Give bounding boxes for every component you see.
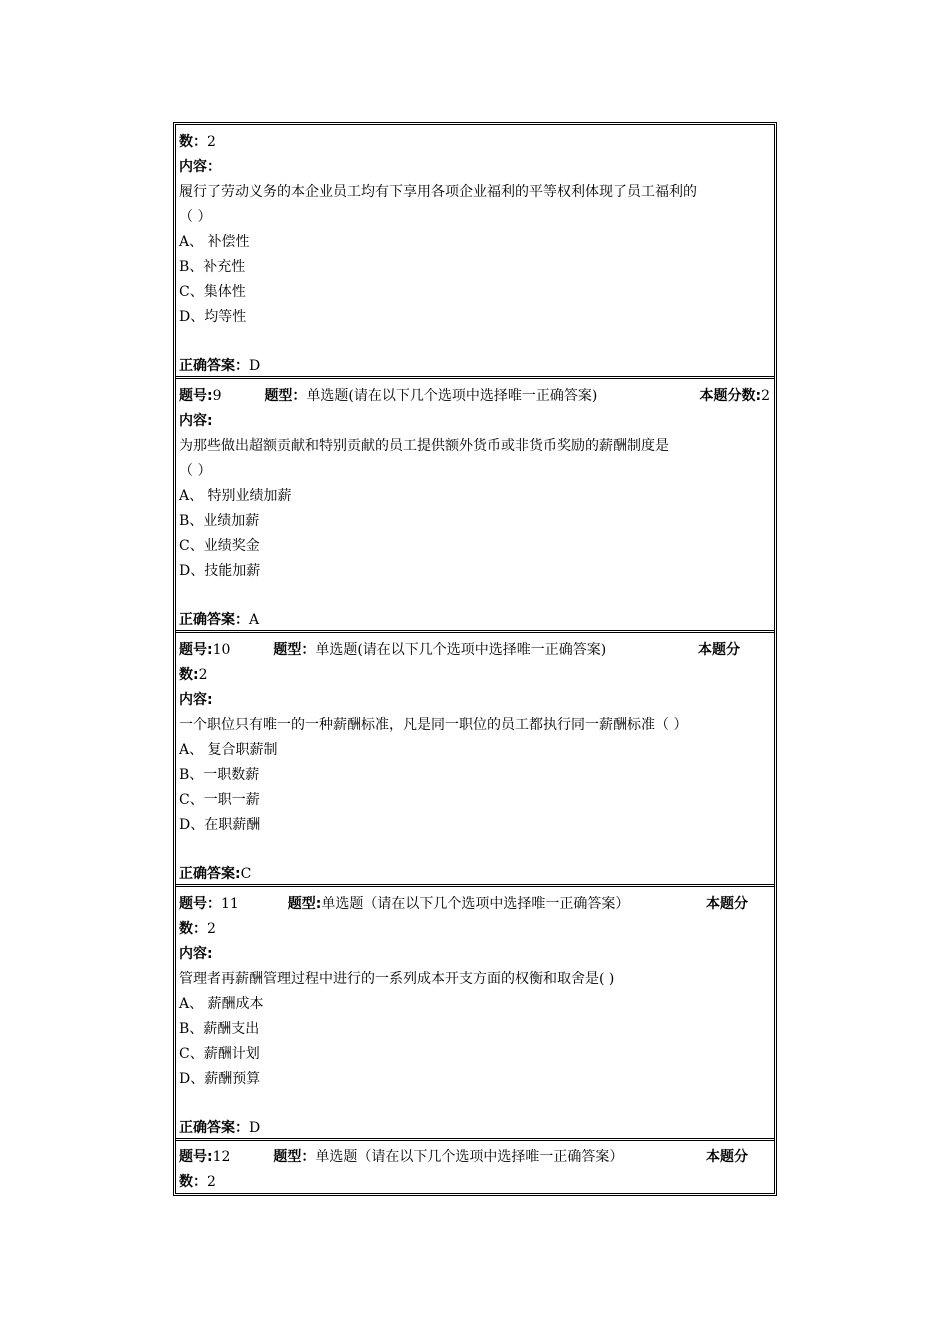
option-d: D、均等性 [179, 309, 247, 325]
option-b: B、一职数薪 [179, 767, 260, 783]
option-b: B、补充性 [179, 259, 246, 275]
question-11 [176, 887, 774, 1141]
option-b: B、业绩加薪 [179, 513, 260, 529]
question-header: 题号:9 题型：单选题(请在以下几个选项中选择唯一正确答案) 本题分数:2 [179, 388, 770, 404]
option-d: D、技能加薪 [179, 563, 261, 579]
question-8 [176, 125, 774, 379]
option-c: C、业绩奖金 [179, 538, 260, 554]
content-label: 内容: [179, 413, 213, 429]
question-10 [176, 633, 774, 887]
content-label: 内容: [179, 946, 213, 962]
score-row: 数：2 [179, 1174, 216, 1190]
correct-answer: 正确答案：D [179, 358, 261, 374]
option-c: C、一职一薪 [179, 792, 260, 808]
option-c: C、集体性 [179, 284, 246, 300]
correct-answer: 正确答案:C [179, 866, 252, 882]
question-stem: 履行了劳动义务的本企业员工均有下享用各项企业福利的平等权利体现了员工福利的 [179, 184, 697, 200]
content-label: 内容: [179, 692, 213, 708]
option-d: D、在职薪酬 [179, 817, 261, 833]
score-row: 数：2 [179, 134, 216, 150]
option-c: C、薪酬计划 [179, 1046, 260, 1062]
option-a: A、 补偿性 [179, 234, 250, 250]
correct-answer: 正确答案：D [179, 1120, 261, 1136]
question-stem: 一个职位只有唯一的一种薪酬标准，凡是同一职位的员工都执行同一薪酬标准（ ） [179, 717, 688, 733]
option-b: B、薪酬支出 [179, 1021, 260, 1037]
option-a: A、 薪酬成本 [179, 996, 264, 1012]
question-stem: 为那些做出超额贡献和特别贡献的员工提供额外货币或非货币奖励的薪酬制度是 [179, 438, 669, 454]
correct-answer: 正确答案：A [179, 612, 260, 628]
question-9 [176, 379, 774, 633]
score-row: 数:2 [179, 667, 208, 683]
question-header: 题号:12 题型：单选题（请在以下几个选项中选择唯一正确答案） 本题分 [179, 1149, 748, 1165]
option-a: A、 特别业绩加薪 [179, 488, 292, 504]
question-stem-blank: （ ） [179, 463, 212, 479]
question-stem-blank: （ ） [179, 209, 212, 225]
content-label: 内容： [179, 159, 221, 175]
score-row: 数：2 [179, 921, 216, 937]
option-d: D、薪酬预算 [179, 1071, 261, 1087]
question-header: 题号:10 题型：单选题(请在以下几个选项中选择唯一正确答案) 本题分 [179, 642, 740, 658]
question-12 [176, 1141, 774, 1195]
question-table [175, 124, 775, 1194]
option-a: A、 复合职薪制 [179, 742, 278, 758]
question-stem: 管理者再薪酬管理过程中进行的一系列成本开支方面的权衡和取舍是( ) [179, 971, 615, 987]
question-header: 题号：11 题型:单选题（请在以下几个选项中选择唯一正确答案） 本题分 [179, 896, 748, 912]
